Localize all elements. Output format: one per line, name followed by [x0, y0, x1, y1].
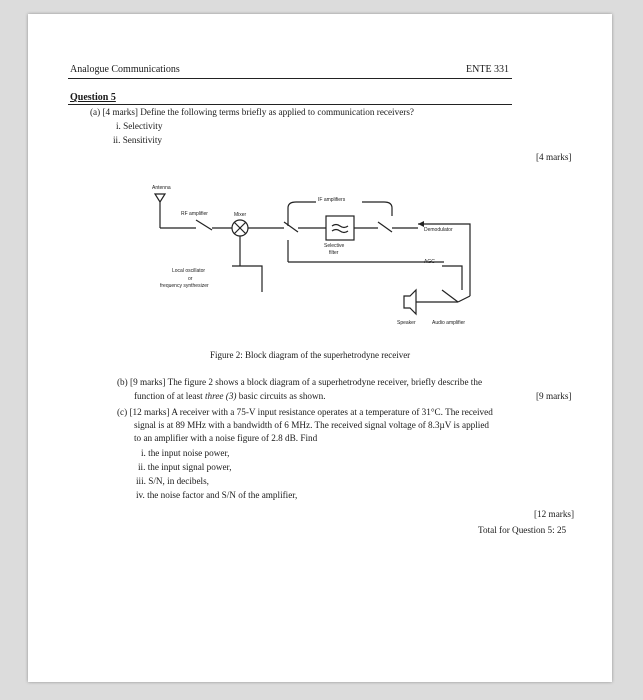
course-code: ENTE 331: [466, 64, 510, 75]
label-rf-amplifier: RF amplifier: [181, 211, 208, 217]
part-c-item: iii. S/N, in decibels,: [136, 476, 209, 486]
part-a-item: i. Selectivity: [116, 121, 163, 131]
selective-filter-icon: [326, 216, 354, 240]
question-total: Total for Question 5: 25: [478, 525, 567, 535]
figure-caption: Figure 2: Block diagram of the superhetrodyne receiver: [210, 350, 411, 360]
label-speaker: Speaker: [397, 320, 416, 326]
speaker-icon: [404, 290, 416, 314]
part-a-item: ii. Sensitivity: [113, 135, 163, 145]
label-demodulator: Demodulator: [424, 227, 453, 233]
label-mixer: Mixer: [234, 212, 247, 218]
part-c-item: ii. the input signal power,: [138, 462, 232, 472]
part-b-line: function of at least three (3) basic circuits as shown.: [134, 391, 326, 401]
label-local-oscillator: Local oscillator: [172, 268, 206, 274]
label-audio-amplifier: Audio amplifier: [432, 320, 466, 326]
label-selective-filter: Selective: [324, 243, 345, 249]
question-title: Question 5: [70, 92, 116, 103]
label-selective-filter: filter: [329, 250, 339, 256]
part-b-marks: [9 marks]: [536, 391, 572, 401]
part-c-line: (c) [12 marks] A receiver with a 75-V input resistance operates at a temperature of 31°C. The received: [117, 407, 493, 417]
part-a-text: (a) [4 marks] Define the following terms briefly as applied to communication receivers?: [90, 107, 414, 117]
label-antenna: Antenna: [152, 185, 171, 191]
part-c-item: i. the input noise power,: [141, 448, 230, 458]
part-a-marks: [4 marks]: [536, 152, 572, 162]
course-title: Analogue Communications: [70, 64, 180, 75]
label-local-oscillator: or: [188, 276, 193, 282]
part-c-line: to an amplifier with a noise figure of 2.8 dB. Find: [134, 433, 318, 443]
label-agc: AGC: [424, 259, 435, 265]
label-local-oscillator: frequency synthesizer: [160, 283, 209, 289]
part-c-marks: [12 marks]: [534, 509, 575, 519]
label-if-amplifiers: IF amplifiers: [318, 197, 346, 203]
part-c-item: iv. the noise factor and S/N of the amplifier,: [136, 490, 298, 500]
part-c-line: signal is at 89 MHz with a bandwidth of 6 MHz. The received signal voltage of 8.3µV is applied: [134, 420, 490, 430]
part-b-line: (b) [9 marks] The figure 2 shows a block diagram of a superhetrodyne receiver, briefly describe the: [117, 377, 483, 387]
antenna-icon: [155, 194, 165, 202]
